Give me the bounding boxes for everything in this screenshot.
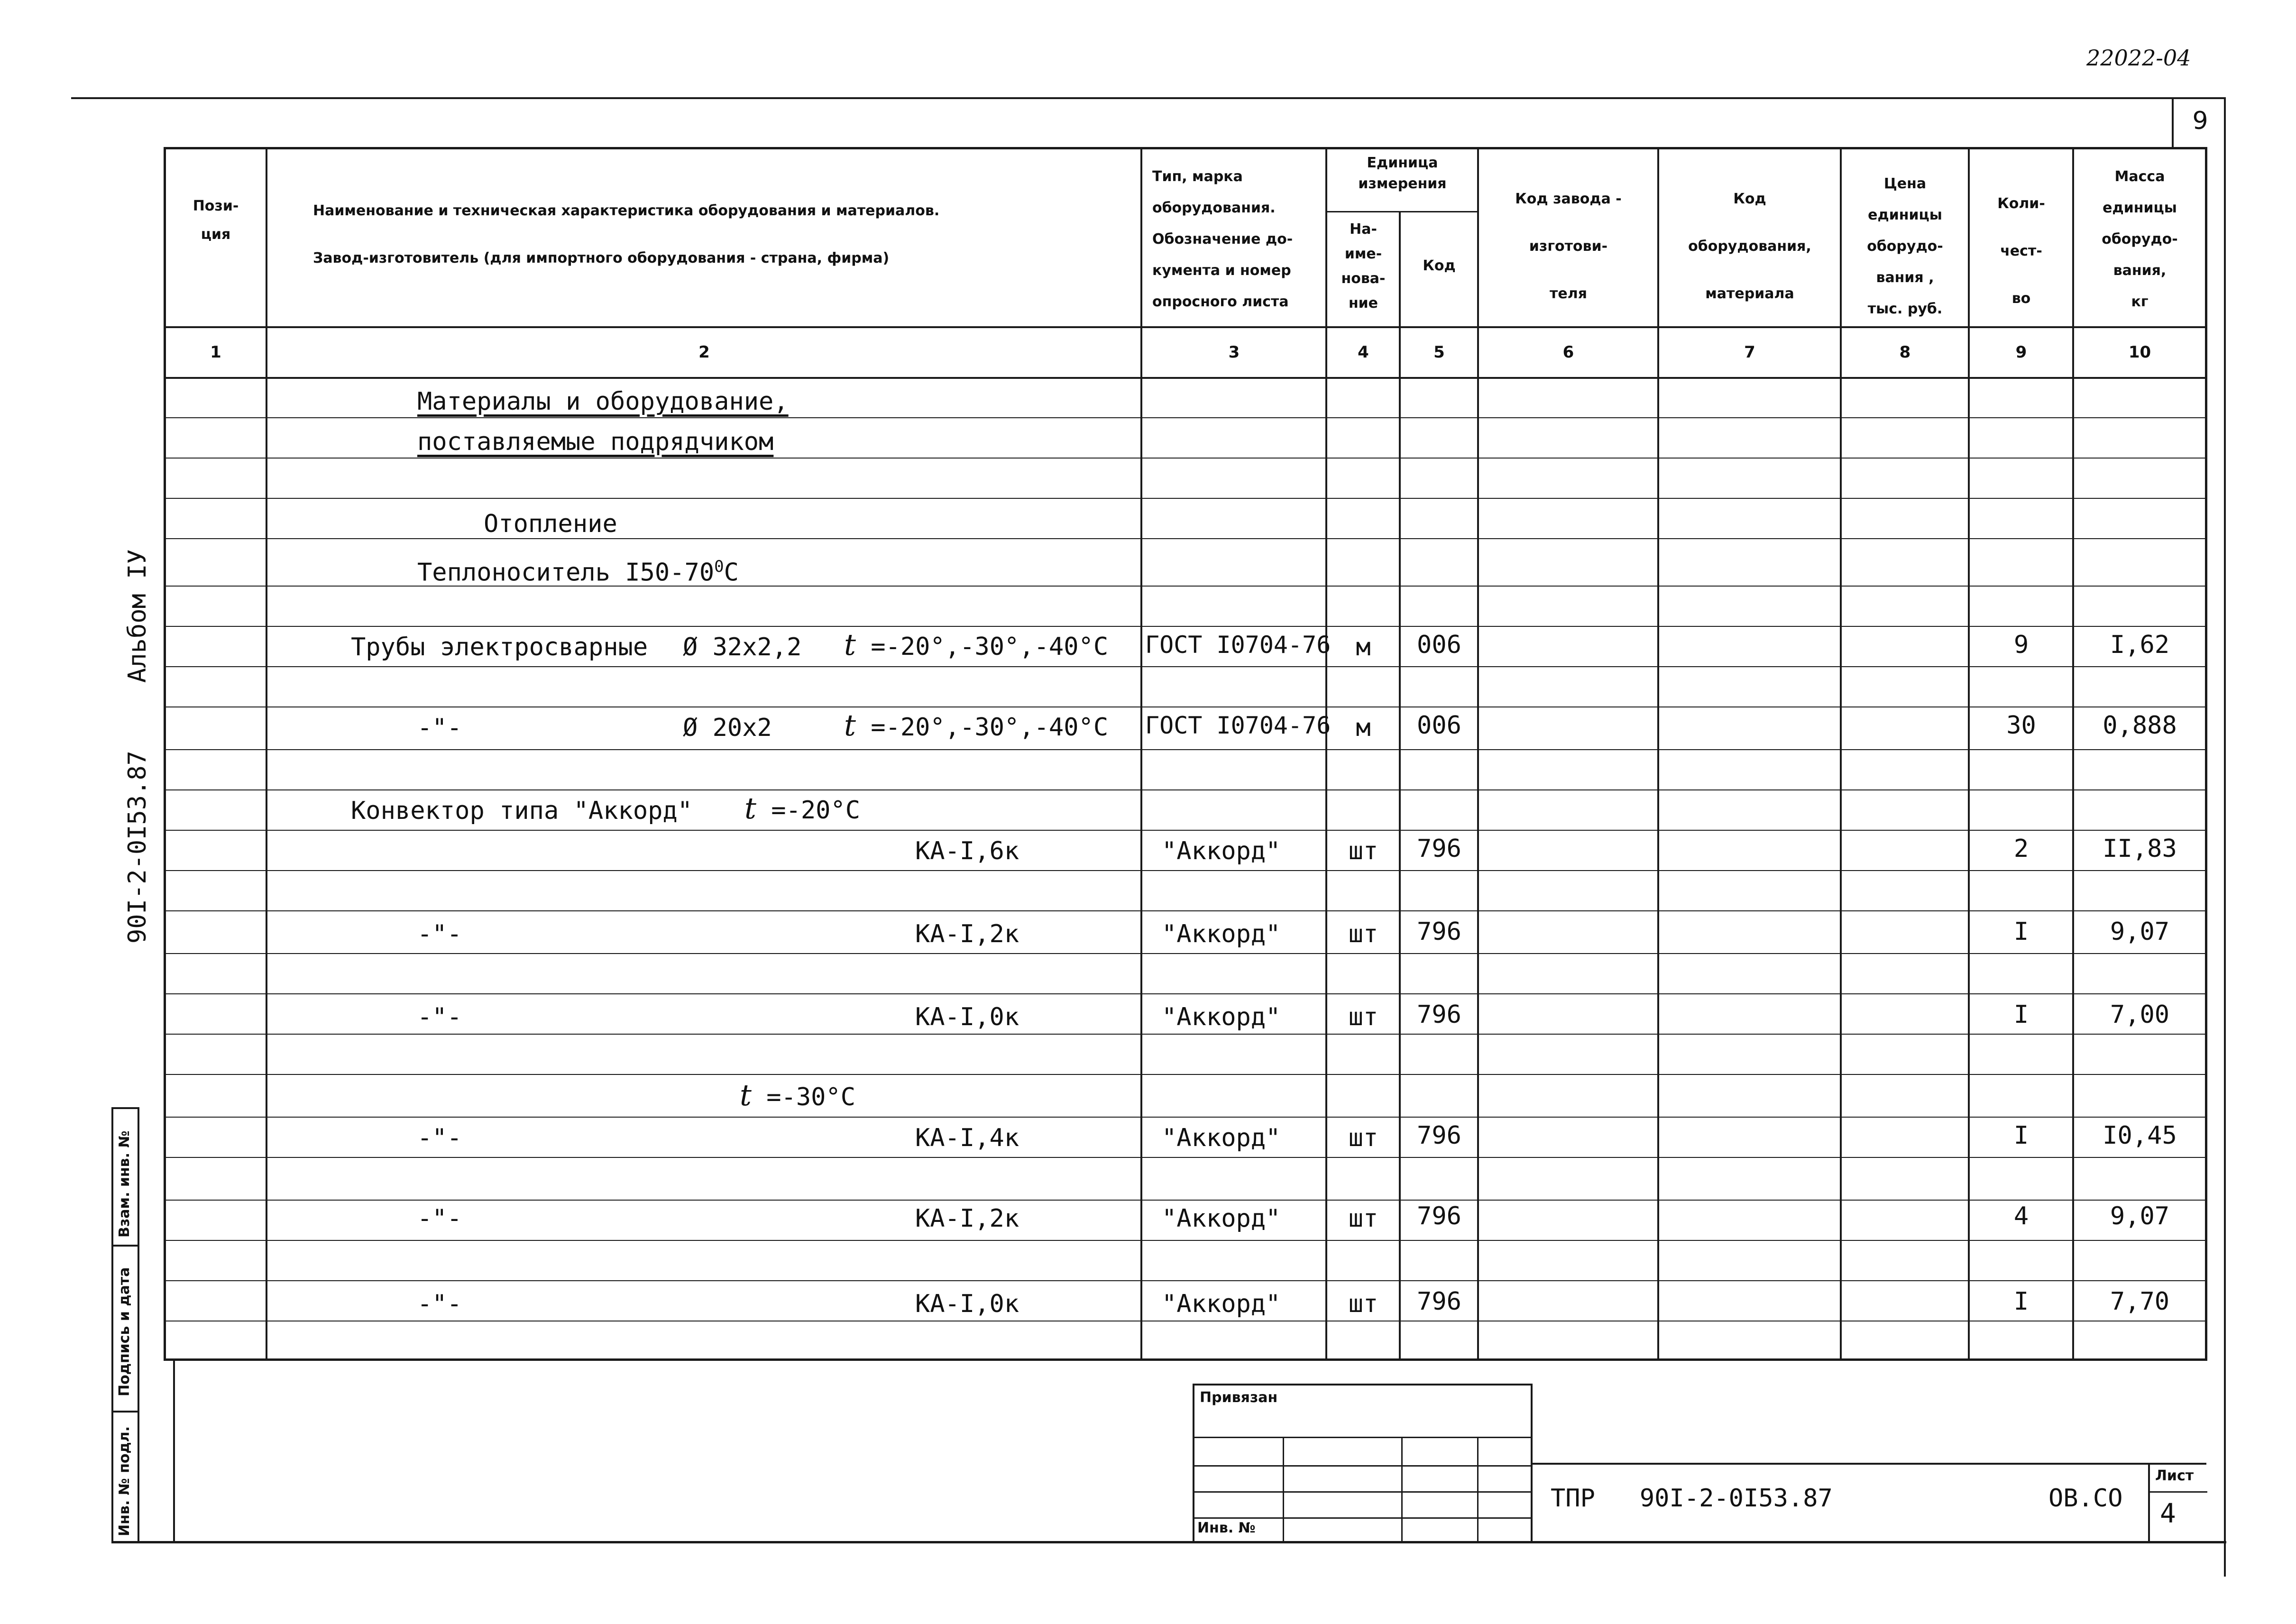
- item-name: -"-: [417, 1290, 462, 1318]
- item-unit: шт: [1348, 1003, 1378, 1031]
- temperature-heading: t =-30°С: [740, 1078, 856, 1112]
- item-name: -"-: [417, 920, 462, 948]
- item-quantity: 30: [2006, 711, 2036, 740]
- item-mass: 9,07: [2110, 1202, 2170, 1230]
- side-label: Взам. инв. №: [116, 1130, 133, 1238]
- header-quantity: Коли- чест- во: [1997, 195, 2045, 307]
- item-document: "Аккорд": [1162, 920, 1281, 948]
- item-unit: шт: [1348, 1124, 1378, 1152]
- item-model: КА-I,4к: [915, 1124, 1019, 1152]
- item-document: "Аккорд": [1162, 837, 1281, 865]
- column-number: 3: [1228, 343, 1240, 362]
- header-position: Пози- ция: [193, 198, 239, 243]
- item-model: КА-I,2к: [915, 1204, 1019, 1233]
- column-number: 9: [2015, 343, 2027, 362]
- header-equipment-code: Код оборудования, материала: [1688, 191, 1811, 302]
- item-quantity: 9: [2013, 631, 2029, 659]
- item-name: Трубы электросварные: [351, 633, 648, 661]
- item-unit-code: 796: [1417, 1121, 1461, 1150]
- header-type: Тип, марка оборудования. Обозначение до- кумента и номер опросного листа: [1152, 168, 1293, 310]
- heat-carrier: Теплоноситель $I50-70^0С$: [417, 557, 739, 587]
- column-number: 7: [1744, 343, 1755, 362]
- sheet-label: Лист: [2155, 1468, 2194, 1484]
- inventory-label: Инв. №: [1197, 1520, 1256, 1536]
- item-unit-code: 796: [1417, 918, 1461, 946]
- item-quantity: I: [2013, 1287, 2029, 1316]
- item-mass: I0,45: [2103, 1121, 2177, 1150]
- item-quantity: 2: [2013, 835, 2029, 863]
- album-label: Альбом IУ: [123, 549, 152, 683]
- section-title: поставляемые подрядчиком: [417, 428, 774, 456]
- sheet-value: 4: [2160, 1498, 2176, 1529]
- column-number: 5: [1433, 343, 1445, 362]
- item-document: "Аккорд": [1162, 1204, 1281, 1233]
- item-unit-code: 796: [1417, 1287, 1461, 1316]
- item-unit-code: 796: [1417, 1000, 1461, 1029]
- item-mass: 7,00: [2110, 1000, 2170, 1029]
- item-temperature: t =-20°,-30°,-40°С: [844, 627, 1109, 662]
- item-mass: 9,07: [2110, 918, 2170, 946]
- column-number: 4: [1358, 343, 1369, 362]
- convector-heading: Конвектор типа "Аккорд": [351, 797, 693, 825]
- item-mass: II,83: [2103, 835, 2177, 863]
- column-number: 2: [698, 343, 710, 362]
- header-unit-code: Код: [1423, 257, 1456, 274]
- item-quantity: I: [2013, 1000, 2029, 1029]
- header-price: Цена единицы оборудо- вания , тыс. руб.: [1867, 175, 1943, 317]
- item-mass: 0,888: [2103, 711, 2177, 740]
- item-dimension: Ø 32х2,2: [683, 633, 802, 661]
- header-unit-group: Единица измерения: [1358, 155, 1447, 192]
- column-number: 10: [2128, 343, 2151, 362]
- item-unit: шт: [1348, 837, 1378, 865]
- header-mass: Масса единицы оборудо- вания, кг: [2102, 168, 2178, 310]
- item-quantity: I: [2013, 1121, 2029, 1150]
- side-label: Инв. № подл.: [116, 1426, 133, 1536]
- item-quantity: 4: [2013, 1202, 2029, 1230]
- section-title: Материалы и оборудование,: [417, 387, 789, 416]
- item-unit: м: [1356, 714, 1371, 742]
- item-name: -"-: [417, 1204, 462, 1233]
- item-unit-code: 796: [1417, 1202, 1461, 1230]
- item-quantity: I: [2013, 918, 2029, 946]
- side-label: Подпись и дата: [116, 1267, 133, 1396]
- item-dimension: Ø 20х2: [683, 714, 772, 742]
- item-document: "Аккорд": [1162, 1290, 1281, 1318]
- item-name: -"-: [417, 1003, 462, 1031]
- document-mark: ОВ.СО: [2048, 1484, 2123, 1513]
- item-unit: шт: [1348, 1204, 1378, 1233]
- item-name: -"-: [417, 1124, 462, 1152]
- item-model: КА-I,2к: [915, 920, 1019, 948]
- corner-code: 22022-04: [2086, 45, 2191, 71]
- item-document: ГОСТ I0704-76: [1145, 631, 1331, 659]
- column-number: 1: [210, 343, 221, 362]
- convector-temperature: t =-20°С: [744, 791, 861, 826]
- item-unit: шт: [1348, 1290, 1378, 1318]
- item-unit: м: [1356, 633, 1371, 661]
- item-document: ГОСТ I0704-76: [1145, 712, 1331, 739]
- project-label: 90I-2-0I53.87: [123, 751, 152, 944]
- sheet-number: 9: [2192, 107, 2208, 135]
- item-document: "Аккорд": [1162, 1003, 1281, 1031]
- subsection-title: Отопление: [484, 510, 617, 538]
- column-number: 6: [1562, 343, 1574, 362]
- item-unit: шт: [1348, 920, 1378, 948]
- item-model: КА-I,0к: [915, 1003, 1019, 1031]
- item-temperature: t =-20°,-30°,-40°С: [844, 708, 1109, 743]
- item-model: КА-I,6к: [915, 837, 1019, 865]
- header-name: Наименование и техническая характеристика оборудования и материалов. Завод-изготовитель (для импортного оборудования - страна, фирма): [313, 202, 940, 266]
- item-document: "Аккорд": [1162, 1124, 1281, 1152]
- item-name: -"-: [417, 714, 462, 742]
- document-code: ТПР 90I-2-0I53.87: [1551, 1484, 1833, 1513]
- item-model: КА-I,0к: [915, 1290, 1019, 1318]
- item-unit-code: 006: [1417, 631, 1461, 659]
- header-unit-name: На- име- нова- ние: [1341, 221, 1386, 312]
- item-mass: 7,70: [2110, 1287, 2170, 1316]
- bound-label: Привязан: [1200, 1389, 1278, 1406]
- item-mass: I,62: [2110, 631, 2170, 659]
- item-unit-code: 006: [1417, 711, 1461, 740]
- column-number: 8: [1899, 343, 1911, 362]
- item-unit-code: 796: [1417, 835, 1461, 863]
- header-factory-code: Код завода - изготови- теля: [1515, 191, 1622, 302]
